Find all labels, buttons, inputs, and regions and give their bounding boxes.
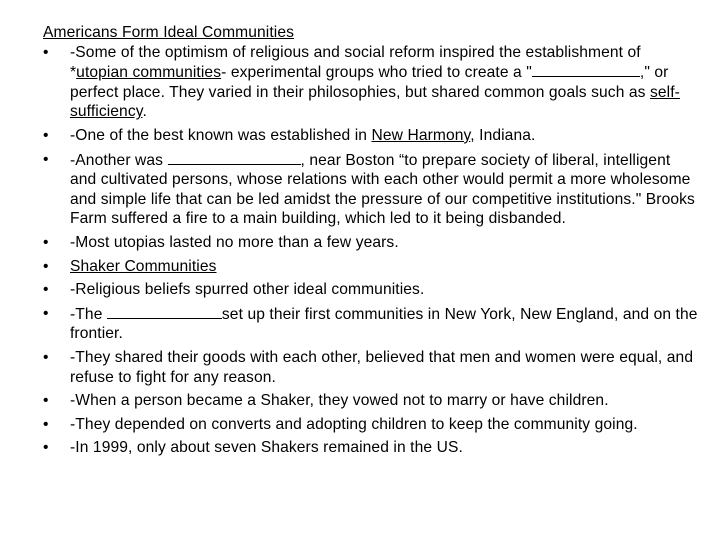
bullet-icon: • (43, 439, 49, 457)
bullet-icon: • (43, 392, 49, 410)
bullet-item-shared-goods (43, 348, 700, 387)
bullet-icon: • (43, 43, 49, 61)
term-self-sufficiency: self-sufficiency (70, 83, 680, 121)
bullet-item-brooks-farm (43, 150, 700, 229)
text: , near Boston “to prepare society of liberal, intelligent and cultivated persons, whose relations with each other would permit a more wholesome and simple life that can be led amidst the pressure of our competitive institutions." Brooks Farm suffered a fire to a main building, which led to it being disbanded. (70, 151, 695, 228)
fill-in-blank (168, 150, 301, 165)
text: , Indiana. (470, 126, 536, 144)
text: -Another was (70, 151, 168, 169)
text: -The (70, 305, 107, 323)
bullet-item-vows (43, 391, 700, 411)
section-heading-shaker-communities: Shaker Communities (70, 257, 217, 275)
bullet-icon: • (43, 126, 49, 144)
bullet-item-shaker-heading (43, 257, 700, 277)
bullet-icon: • (43, 348, 49, 366)
fill-in-blank (107, 304, 222, 319)
bullet-icon: • (43, 257, 49, 275)
bullet-item-utopian (43, 43, 700, 122)
bullet-list (43, 43, 700, 458)
text: -Most utopias lasted no more than a few years. (70, 233, 399, 251)
term-new-harmony: New Harmony (371, 126, 471, 144)
text: -When a person became a Shaker, they vowed not to marry or have children. (70, 392, 609, 410)
text: -One of the best known was established in (70, 126, 372, 144)
bullet-item-1999 (43, 438, 700, 458)
text: -They depended on converts and adopting children to keep the community going. (70, 415, 638, 433)
text: ," or perfect place. They varied in their philosophies, but shared common goals such as (70, 64, 669, 101)
bullet-item-new-harmony (43, 126, 700, 146)
text: -In 1999, only about seven Shakers remained in the US. (70, 439, 463, 457)
text: -Some of the optimism of religious and social reform inspired the establishment of * (70, 43, 641, 82)
slide-title: Americans Form Ideal Communities (43, 24, 295, 41)
text: -Religious beliefs spurred other ideal communities. (70, 281, 425, 299)
bullet-icon: • (43, 415, 49, 433)
bullet-icon: • (43, 281, 49, 299)
bullet-item-converts (43, 415, 700, 435)
bullet-item-first-communities (43, 304, 700, 344)
bullet-icon: • (43, 233, 49, 251)
text: - experimental groups who tried to create a " (221, 64, 532, 82)
text: set up their first communities in New York, New England, and on the frontier. (70, 305, 698, 343)
bullet-item-utopias-lasted (43, 233, 700, 253)
bullet-icon: • (43, 150, 49, 168)
text: -They shared their goods with each other, believed that men and women were equal, and refuse to fight for any reason. (70, 348, 694, 386)
term-utopian-communities: utopian communities (76, 64, 222, 82)
bullet-item-religious-beliefs (43, 280, 700, 300)
bullet-icon: • (43, 304, 49, 322)
fill-in-blank (532, 62, 640, 77)
text: . (142, 103, 147, 121)
